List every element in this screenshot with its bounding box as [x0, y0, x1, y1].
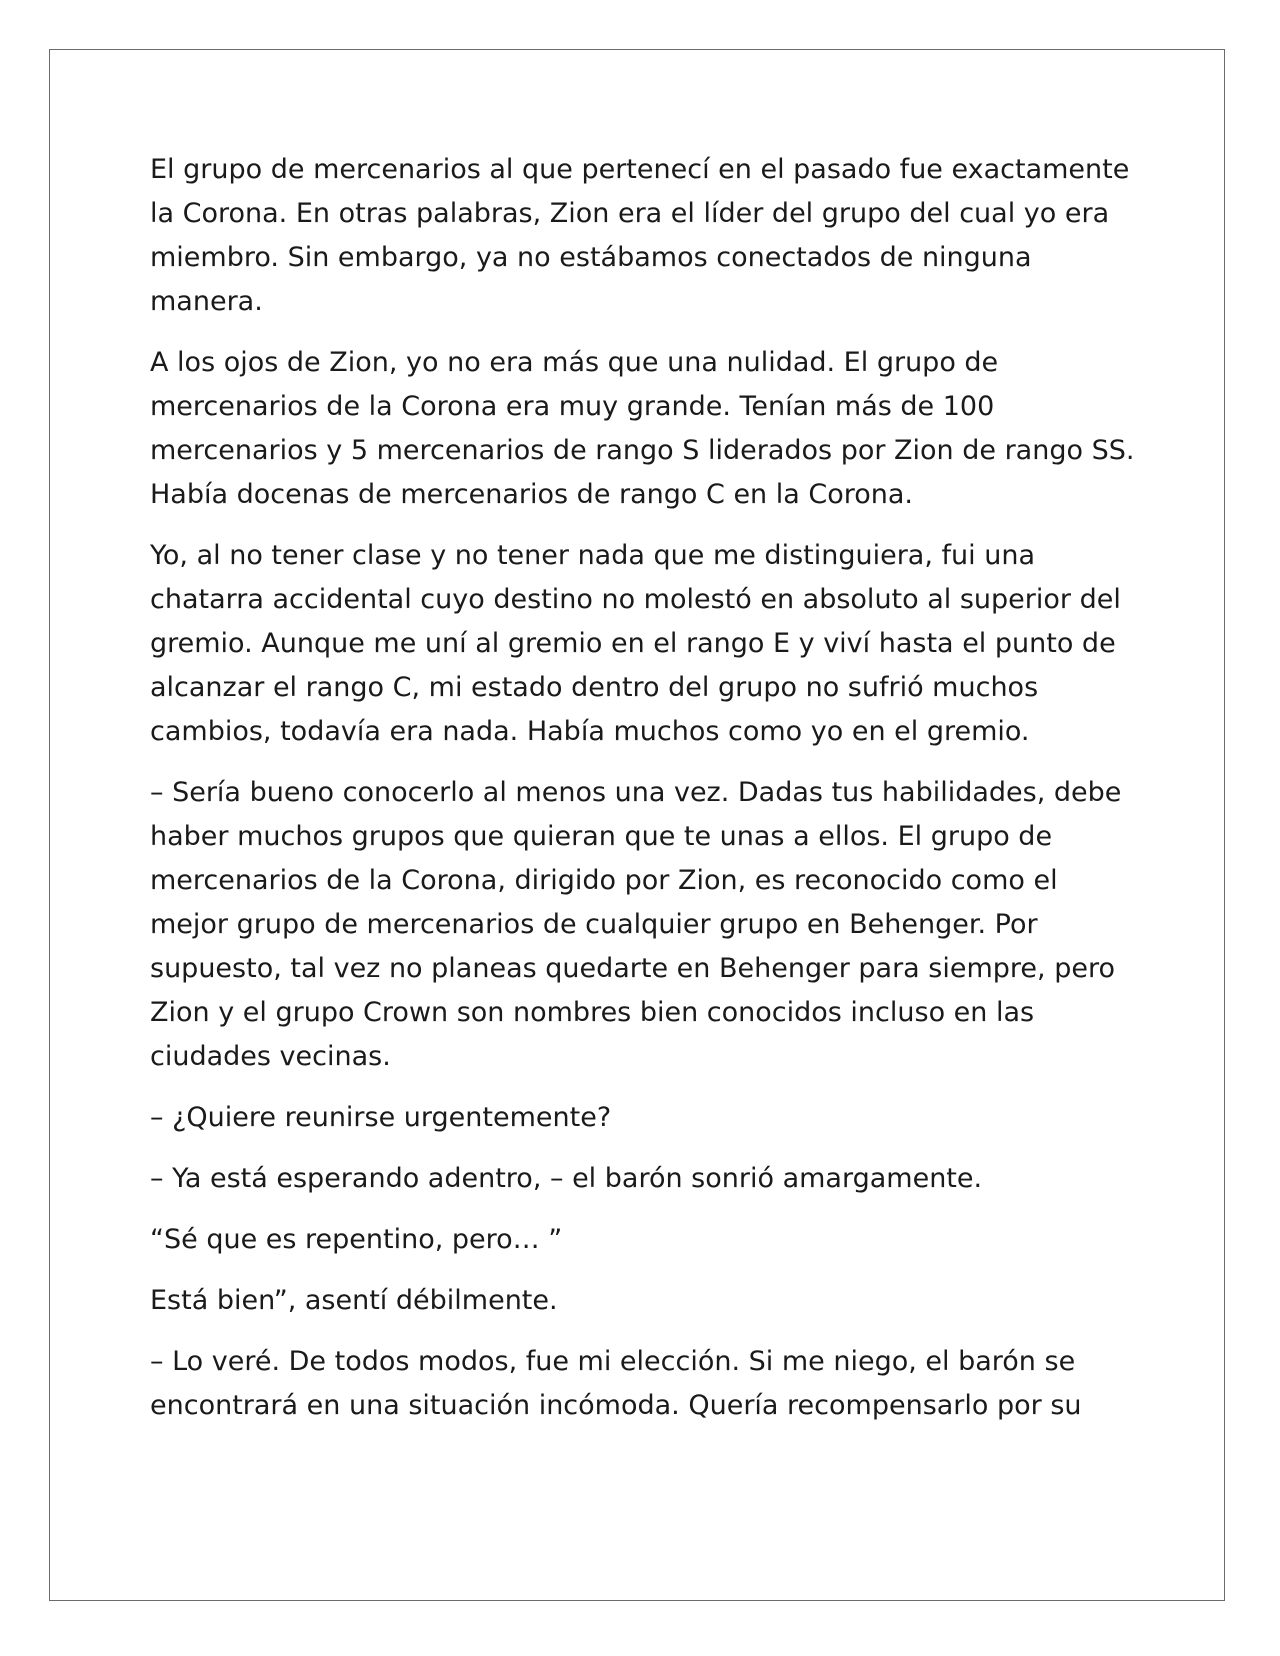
paragraph-4	[150, 771, 1150, 1079]
text-line: Zion y el grupo Crown son nombres bien conocidos incluso en las	[150, 997, 1035, 1028]
text-line: cambios, todavía era nada. Había muchos como yo en el gremio.	[150, 716, 1030, 747]
text-line: mercenarios de la Corona era muy grande. Tenían más de 100	[150, 391, 995, 422]
paragraph-8	[150, 1279, 1150, 1323]
text-line: Está bien”, asentí débilmente.	[150, 1285, 558, 1316]
text-line: mercenarios de la Corona, dirigido por Zion, es reconocido como el	[150, 865, 1058, 896]
text-line: manera.	[150, 286, 263, 317]
text-line: miembro. Sin embargo, ya no estábamos conectados de ninguna	[150, 242, 1032, 273]
paragraph-1	[150, 148, 1150, 324]
text-line: Había docenas de mercenarios de rango C en la Corona.	[150, 479, 914, 510]
text-line: mercenarios y 5 mercenarios de rango S liderados por Zion de rango SS.	[150, 435, 1135, 466]
paragraph-5	[150, 1096, 1150, 1140]
document-body	[150, 148, 1150, 1445]
text-line: – Sería bueno conocerlo al menos una vez. Dadas tus habilidades, debe	[150, 777, 1122, 808]
text-line: – Lo veré. De todos modos, fue mi elección. Si me niego, el barón se	[150, 1346, 1076, 1377]
text-line: – ¿Quiere reunirse urgentemente?	[150, 1102, 612, 1133]
text-line: supuesto, tal vez no planeas quedarte en Behenger para siempre, pero	[150, 953, 1115, 984]
text-line: A los ojos de Zion, yo no era más que una nulidad. El grupo de	[150, 347, 999, 378]
text-line: Yo, al no tener clase y no tener nada que me distinguiera, fui una	[150, 540, 1035, 571]
text-line: El grupo de mercenarios al que pertenecí en el pasado fue exactamente	[150, 154, 1130, 185]
text-line: gremio. Aunque me uní al gremio en el rango E y viví hasta el punto de	[150, 628, 1116, 659]
text-line: – Ya está esperando adentro, – el barón sonrió amargamente.	[150, 1163, 983, 1194]
text-line: alcanzar el rango C, mi estado dentro del grupo no sufrió muchos	[150, 672, 1039, 703]
text-line: “Sé que es repentino, pero… ”	[150, 1224, 563, 1255]
text-line: mejor grupo de mercenarios de cualquier grupo en Behenger. Por	[150, 909, 1038, 940]
paragraph-6	[150, 1157, 1150, 1201]
text-line: chatarra accidental cuyo destino no molestó en absoluto al superior del	[150, 584, 1121, 615]
text-line: la Corona. En otras palabras, Zion era el líder del grupo del cual yo era	[150, 198, 1110, 229]
paragraph-2	[150, 341, 1150, 517]
paragraph-9	[150, 1340, 1150, 1428]
text-line: haber muchos grupos que quieran que te unas a ellos. El grupo de	[150, 821, 1053, 852]
text-line: encontrará en una situación incómoda. Quería recompensarlo por su	[150, 1390, 1082, 1421]
paragraph-7	[150, 1218, 1150, 1262]
paragraph-3	[150, 534, 1150, 754]
text-line: ciudades vecinas.	[150, 1041, 391, 1072]
